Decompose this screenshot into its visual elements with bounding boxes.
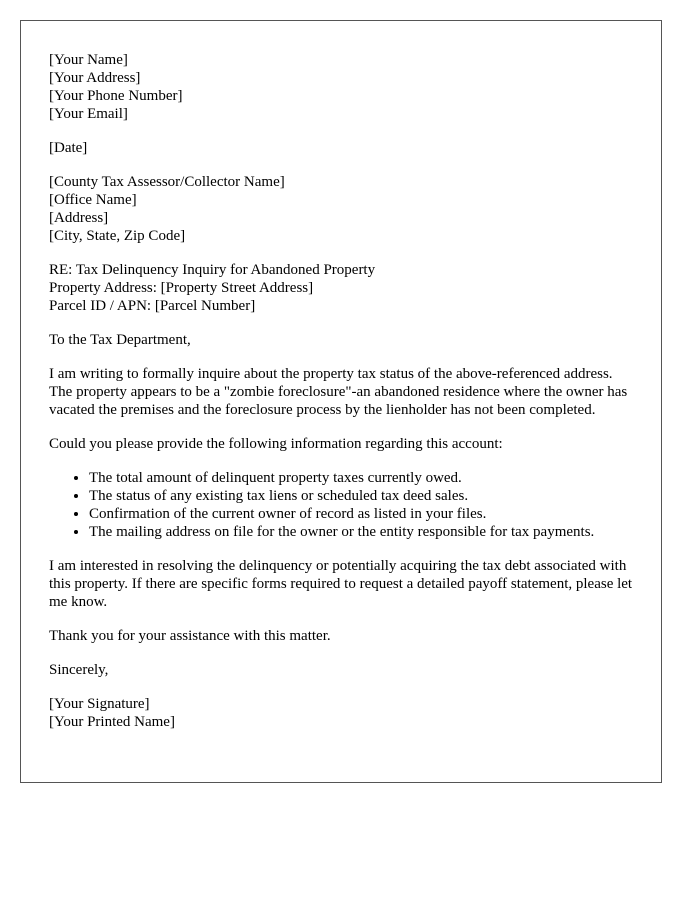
request-item: • The mailing address on file for the owner or the entity responsible for tax payments. bbox=[89, 523, 633, 541]
sender-name: [Your Name] bbox=[49, 52, 128, 68]
re-line: RE: Tax Delinquency Inquiry for Abandoned Property bbox=[49, 262, 376, 278]
body-paragraph-3: I am interested in resolving the delinquency or potentially acquiring the tax debt associated with this property. If there are specific forms required to request a detailed payoff statement, please let me know. bbox=[49, 558, 633, 610]
printed-name: [Your Printed Name] bbox=[49, 714, 175, 730]
recipient-address: [Address] bbox=[49, 210, 109, 226]
recipient-block bbox=[49, 173, 633, 245]
recipient-name: [County Tax Assessor/Collector Name] bbox=[49, 174, 285, 190]
recipient-city-state-zip: [City, State, Zip Code] bbox=[49, 228, 186, 244]
request-item: • Confirmation of the current owner of record as listed in your files. bbox=[89, 505, 633, 523]
signature: [Your Signature] bbox=[49, 696, 150, 712]
sender-block bbox=[49, 51, 633, 123]
request-item: • The total amount of delinquent property taxes currently owed. bbox=[89, 469, 633, 487]
body-paragraph-4: Thank you for your assistance with this matter. bbox=[49, 628, 331, 644]
recipient-office: [Office Name] bbox=[49, 192, 137, 208]
sender-phone: [Your Phone Number] bbox=[49, 88, 183, 104]
date-block bbox=[49, 139, 633, 157]
salutation: To the Tax Department, bbox=[49, 332, 191, 348]
letter bbox=[20, 20, 662, 783]
request-item: • The status of any existing tax liens or scheduled tax deed sales. bbox=[89, 487, 633, 505]
request-list bbox=[49, 469, 633, 541]
closing: Sincerely, bbox=[49, 662, 109, 678]
letter-date: [Date] bbox=[49, 140, 88, 156]
reference-block bbox=[49, 261, 633, 315]
body-paragraph-2: Could you please provide the following information regarding this account: bbox=[49, 436, 503, 452]
parcel-line: Parcel ID / APN: [Parcel Number] bbox=[49, 298, 256, 314]
property-address-line: Property Address: [Property Street Address] bbox=[49, 280, 314, 296]
sender-email: [Your Email] bbox=[49, 106, 128, 122]
signature-block bbox=[49, 695, 633, 731]
body-paragraph-1: I am writing to formally inquire about the property tax status of the above-referenced address. The property appears to be a "zombie foreclosure"-an abandoned residence where the owner has vacated the premises and the foreclosure process by the lienholder has not been completed. bbox=[49, 366, 628, 418]
sender-address: [Your Address] bbox=[49, 70, 141, 86]
